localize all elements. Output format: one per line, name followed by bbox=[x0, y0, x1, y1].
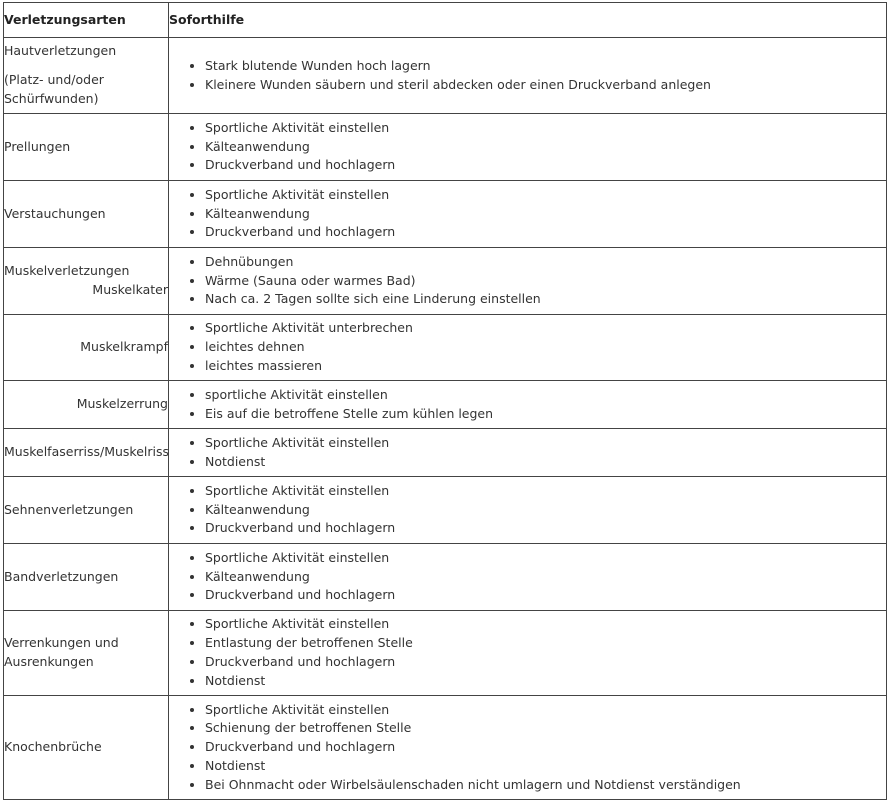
injury-type-cell bbox=[4, 315, 169, 381]
list-item: • Eis auf die betroffene Stelle zum kühlen legen bbox=[205, 405, 886, 424]
first-aid-cell bbox=[169, 315, 887, 381]
list-item: • Bei Ohnmacht oder Wirbelsäulenschaden nicht umlagern und Notdienst verständigen bbox=[205, 776, 886, 795]
list-item: • Kälteanwendung bbox=[205, 568, 886, 587]
injury-type-cell bbox=[4, 114, 169, 181]
first-aid-list bbox=[169, 615, 886, 690]
injury-type-cell bbox=[4, 429, 169, 477]
list-item: • Kälteanwendung bbox=[205, 138, 886, 157]
first-aid-list bbox=[169, 57, 886, 95]
list-item: • Notdienst bbox=[205, 757, 886, 776]
table-row bbox=[4, 696, 887, 800]
first-aid-list bbox=[169, 253, 886, 309]
injury-type-cell bbox=[4, 248, 169, 315]
injury-type-label: Prellungen bbox=[4, 138, 71, 154]
list-item: • Nach ca. 2 Tagen sollte sich eine Linderung einstellen bbox=[205, 290, 886, 309]
first-aid-cell bbox=[169, 381, 887, 429]
first-aid-cell bbox=[169, 696, 887, 800]
injury-type-cell bbox=[4, 181, 169, 248]
injury-type-cell bbox=[4, 477, 169, 544]
first-aid-list bbox=[169, 701, 886, 795]
table-header-row bbox=[4, 3, 887, 38]
injury-type-cell bbox=[4, 544, 169, 611]
list-item: • leichtes massieren bbox=[205, 357, 886, 376]
list-item: • Entlastung der betroffenen Stelle bbox=[205, 634, 886, 653]
table-row bbox=[4, 477, 887, 544]
list-item: • Sportliche Aktivität einstellen bbox=[205, 186, 886, 205]
list-item: • Druckverband und hochlagern bbox=[205, 156, 886, 175]
table-row bbox=[4, 611, 887, 696]
injury-subtype-label: Muskelzerrung bbox=[76, 396, 168, 412]
first-aid-cell bbox=[169, 248, 887, 315]
table-row bbox=[4, 544, 887, 611]
list-item: • Sportliche Aktivität einstellen bbox=[205, 119, 886, 138]
injury-type-label: Verstauchungen bbox=[4, 205, 106, 221]
list-item: • Notdienst bbox=[205, 672, 886, 691]
list-item: • Druckverband und hochlagern bbox=[205, 519, 886, 538]
list-item: • Sportliche Aktivität einstellen bbox=[205, 482, 886, 501]
injury-type-cell bbox=[4, 611, 169, 696]
list-item: • Schienung der betroffenen Stelle bbox=[205, 719, 886, 738]
injury-type-label: Knochenbrüche bbox=[4, 739, 102, 755]
first-aid-list bbox=[169, 186, 886, 242]
injury-type-label: (Platz- und/oder bbox=[4, 72, 104, 88]
injury-type-label: Verrenkungen und bbox=[4, 635, 119, 651]
injury-type-cell bbox=[4, 381, 169, 429]
first-aid-list bbox=[169, 319, 886, 375]
injury-type-label: Bandverletzungen bbox=[4, 568, 119, 584]
first-aid-list bbox=[169, 434, 886, 472]
first-aid-cell bbox=[169, 114, 887, 181]
list-item: • Druckverband und hochlagern bbox=[205, 586, 886, 605]
list-item: • Sportliche Aktivität einstellen bbox=[205, 434, 886, 453]
list-item: • Wärme (Sauna oder warmes Bad) bbox=[205, 272, 886, 291]
list-item: • Stark blutende Wunden hoch lagern bbox=[205, 57, 886, 76]
column-header-first-aid: Soforthilfe bbox=[169, 3, 887, 38]
list-item: • leichtes dehnen bbox=[205, 338, 886, 357]
injury-type-label: Ausrenkungen bbox=[4, 654, 94, 669]
first-aid-cell bbox=[169, 477, 887, 544]
list-item: • Kälteanwendung bbox=[205, 205, 886, 224]
first-aid-cell bbox=[169, 38, 887, 114]
table-row bbox=[4, 381, 887, 429]
injury-type-label: Sehnenverletzungen bbox=[4, 501, 134, 517]
list-item: • Sportliche Aktivität einstellen bbox=[205, 615, 886, 634]
table-row bbox=[4, 248, 887, 315]
first-aid-list bbox=[169, 386, 886, 424]
list-item: • Kälteanwendung bbox=[205, 501, 886, 520]
list-item: • sportliche Aktivität einstellen bbox=[205, 386, 886, 405]
first-aid-cell bbox=[169, 611, 887, 696]
table-row bbox=[4, 38, 887, 114]
column-header-injury-type: Verletzungsarten bbox=[4, 3, 169, 38]
first-aid-list bbox=[169, 482, 886, 538]
injury-type-label: Muskelfaserriss/Muskelriss bbox=[4, 444, 170, 460]
injury-subtype-label: Muskelkater bbox=[92, 282, 168, 297]
list-item: • Notdienst bbox=[205, 453, 886, 472]
injury-type-label: Muskelverletzungen bbox=[4, 263, 130, 279]
first-aid-list bbox=[169, 119, 886, 175]
first-aid-cell bbox=[169, 544, 887, 611]
table-row bbox=[4, 315, 887, 381]
list-item: • Sportliche Aktivität einstellen bbox=[205, 701, 886, 720]
injury-type-cell bbox=[4, 696, 169, 800]
first-aid-list bbox=[169, 549, 886, 605]
list-item: • Druckverband und hochlagern bbox=[205, 223, 886, 242]
injury-first-aid-table bbox=[3, 2, 887, 800]
table-row bbox=[4, 181, 887, 248]
injury-type-label: Schürfwunden) bbox=[4, 90, 99, 106]
injury-type-label: Hautverletzungen bbox=[4, 43, 117, 59]
injury-subtype-label: Muskelkrampf bbox=[80, 339, 168, 355]
list-item: • Sportliche Aktivität unterbrechen bbox=[205, 319, 886, 338]
list-item: • Sportliche Aktivität einstellen bbox=[205, 549, 886, 568]
first-aid-cell bbox=[169, 429, 887, 477]
list-item: • Dehnübungen bbox=[205, 253, 886, 272]
list-item: • Kleinere Wunden säubern und steril abdecken oder einen Druckverband anlegen bbox=[205, 76, 886, 95]
list-item: • Druckverband und hochlagern bbox=[205, 653, 886, 672]
table-row bbox=[4, 429, 887, 477]
first-aid-cell bbox=[169, 181, 887, 248]
injury-type-cell bbox=[4, 38, 169, 114]
list-item: • Druckverband und hochlagern bbox=[205, 738, 886, 757]
table-row bbox=[4, 114, 887, 181]
